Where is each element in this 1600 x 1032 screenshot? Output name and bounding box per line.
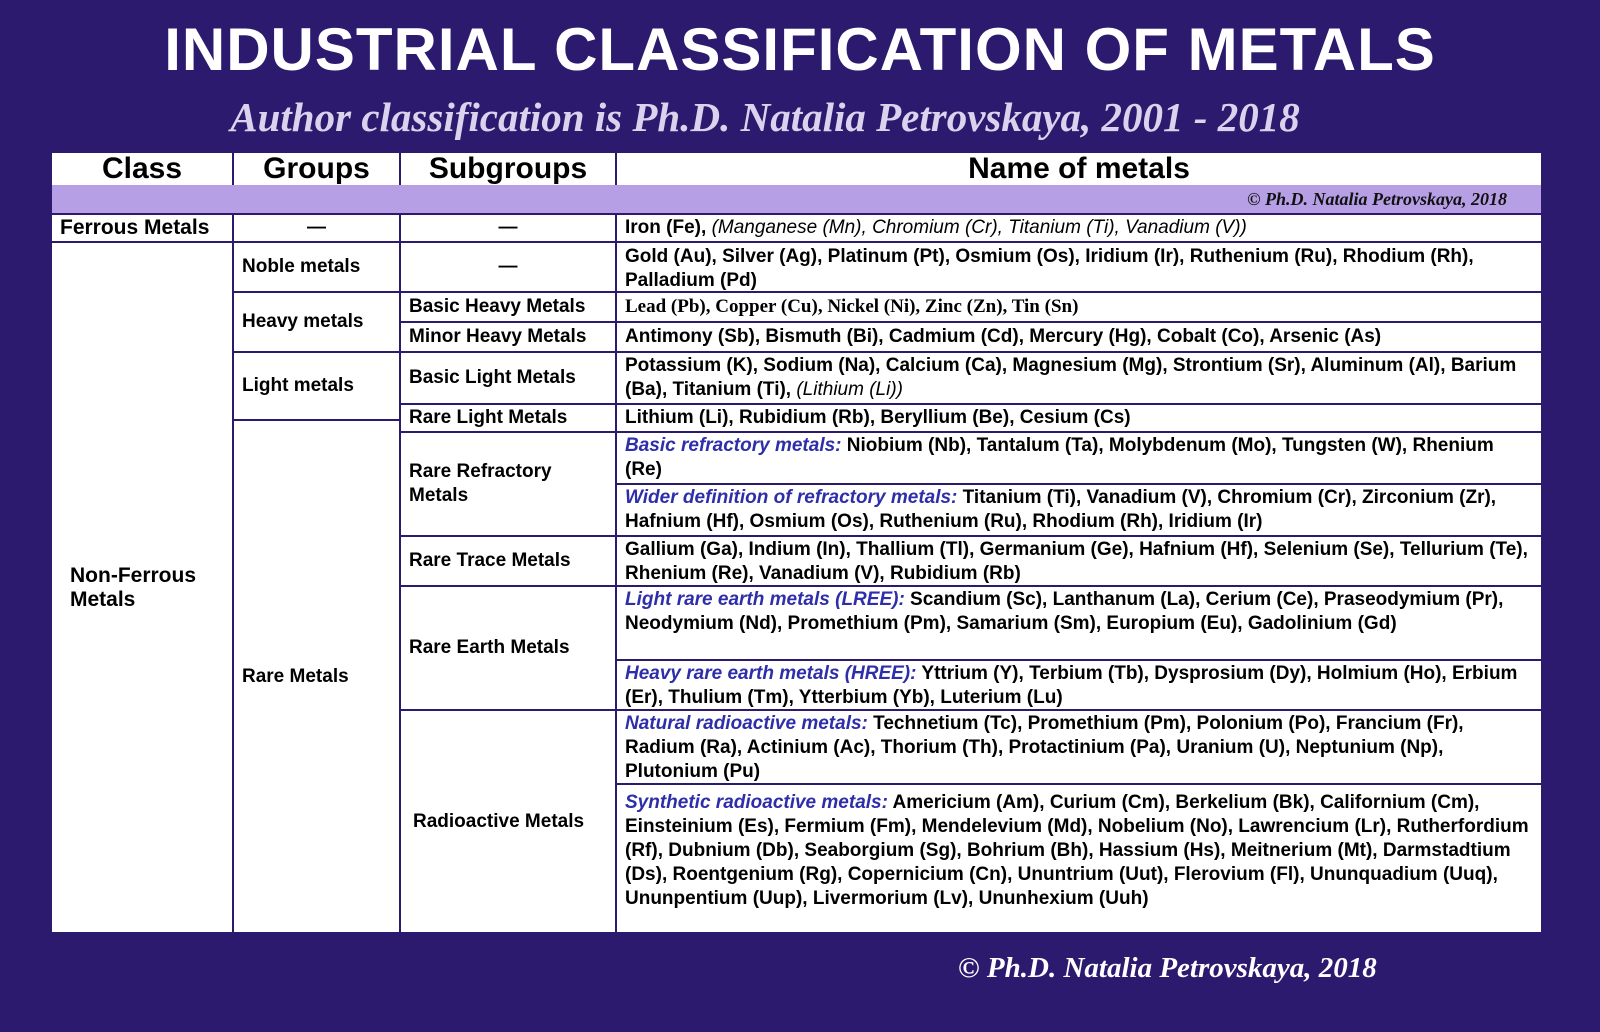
subgroup-rare-refractory: Rare Refractory Metals <box>401 433 617 537</box>
natural-list: Technetium (Tc), Promethium (Pm), Polonium (Po), Francium (Fr), Radium (Ra), Actinium (Ac), Thorium (Th), Protactinium (Pa), Uranium (U), Neptunium (Np), Plutonium (Pu) <box>625 713 1464 782</box>
header-groups: Groups <box>234 153 401 187</box>
page-subtitle: Author classification is Ph.D. Natalia Petrovskaya, 2001 - 2018 <box>230 94 1300 140</box>
subgroup-rare-trace: Rare Trace Metals <box>401 537 617 587</box>
subgroup-minor-heavy: Minor Heavy Metals <box>401 323 617 353</box>
copyright-band: © Ph.D. Natalia Petrovskaya, 2018 <box>52 185 1541 215</box>
natural-label: Natural radioactive metals: <box>625 713 868 734</box>
classification-table <box>52 153 1541 932</box>
class-ferrous: Ferrous Metals <box>52 215 234 243</box>
names-refractory-wide <box>617 485 1541 537</box>
ferrous-main: Iron (Fe), <box>625 217 712 238</box>
header-names: Name of metals <box>617 153 1541 187</box>
group-noble: Noble metals <box>234 243 401 293</box>
names-rare-light: Lithium (Li), Rubidium (Rb), Beryllium (Be), Cesium (Cs) <box>617 405 1541 433</box>
subgroup-radioactive: Radioactive Metals <box>401 711 617 932</box>
ferrous-subgroup-dash: — <box>401 215 617 243</box>
names-noble: Gold (Au), Silver (Ag), Platinum (Pt), Osmium (Os), Iridium (Ir), Ruthenium (Ru), Rhodium (Rh), Palladium (Pd) <box>617 243 1541 293</box>
header-subgroups: Subgroups <box>401 153 617 187</box>
names-natural-radioactive <box>617 711 1541 785</box>
names-minor-heavy: Antimony (Sb), Bismuth (Bi), Cadmium (Cd), Mercury (Hg), Cobalt (Co), Arsenic (As) <box>617 323 1541 353</box>
refractory-wide-label: Wider definition of refractory metals: <box>625 487 958 508</box>
ferrous-extra: (Manganese (Mn), Chromium (Cr), Titanium (Ti), Vanadium (V)) <box>711 217 1247 238</box>
basic-light-main: Potassium (K), Sodium (Na), Calcium (Ca), Magnesium (Mg), Strontium (Sr), Aluminum (Al), Barium (Ba), Titanium (Ti), <box>625 355 1517 400</box>
refractory-wide-list: Titanium (Ti), Vanadium (V), Chromium (Cr), Zirconium (Zr), Hafnium (Hf), Osmium (Os), Ruthenium (Ru), Rhodium (Rh), Iridium (Ir) <box>625 487 1497 532</box>
subgroup-basic-heavy: Basic Heavy Metals <box>401 293 617 323</box>
subgroup-rare-earth: Rare Earth Metals <box>401 587 617 711</box>
names-hree <box>617 661 1541 711</box>
names-lree <box>617 587 1541 661</box>
names-synthetic-radioactive <box>617 785 1541 932</box>
names-refractory-basic <box>617 433 1541 485</box>
names-rare-trace: Gallium (Ga), Indium (In), Thallium (Tl), Germanium (Ge), Hafnium (Hf), Selenium (Se), Tellurium (Te), Rhenium (Re), Vanadium (V), Rubidium (Rb) <box>617 537 1541 587</box>
footer-copyright: © Ph.D. Natalia Petrovskaya, 2018 <box>958 952 1377 984</box>
hree-label: Heavy rare earth metals (HREE): <box>625 663 917 684</box>
refractory-basic-list: Niobium (Nb), Tantalum (Ta), Molybdenum (Mo), Tungsten (W), Rhenium (Re) <box>625 435 1494 480</box>
names-ferrous <box>617 215 1541 243</box>
noble-subgroup-dash: — <box>401 243 617 293</box>
names-basic-light <box>617 353 1541 405</box>
ferrous-group-dash: — <box>234 215 401 243</box>
subgroup-basic-light: Basic Light Metals <box>401 353 617 405</box>
hree-list: Yttrium (Y), Terbium (Tb), Dysprosium (Dy), Holmium (Ho), Erbium (Er), Thulium (Tm), Ytterbium (Yb), Luterium (Lu) <box>625 663 1518 708</box>
class-nonferrous: Non-Ferrous Metals <box>52 243 234 932</box>
group-heavy: Heavy metals <box>234 293 401 353</box>
synthetic-label: Synthetic radioactive metals: <box>625 792 888 813</box>
lree-list: Scandium (Sc), Lanthanum (La), Cerium (Ce), Praseodymium (Pr), Neodymium (Nd), Promethium (Pm), Samarium (Sm), Europium (Eu), Gadolinium (Gd) <box>625 589 1504 634</box>
group-light: Light metals <box>234 353 401 421</box>
synthetic-list: Americium (Am), Curium (Cm), Berkelium (Bk), Californium (Cm), Einsteinium (Es), Fermium (Fm), Mendelevium (Md), Nobelium (No), Lawrencium (Lr), Rutherfordium (Rf), Dubnium (Db), Seaborgium (Sg), Bohrium (Bh), Hassium (Hs), Meitnerium (Mt), Darmstadtium (Ds), Roentgenium (Rg), Copernicium (Cn), Ununtrium (Uut), Flerovium (Fl), Ununquadium (Uuq), Ununpentium (Uup), Livermorium (Lv), Ununhexium (Uuh) <box>625 792 1529 909</box>
basic-light-extra: (Lithium (Li)) <box>796 379 903 400</box>
header-class: Class <box>52 153 234 187</box>
lree-label: Light rare earth metals (LREE): <box>625 589 905 610</box>
names-basic-heavy: Lead (Pb), Copper (Cu), Nickel (Ni), Zinc (Zn), Tin (Sn) <box>617 293 1541 323</box>
page-title: INDUSTRIAL CLASSIFICATION OF METALS <box>164 16 1436 83</box>
group-rare: Rare Metals <box>234 421 401 932</box>
subgroup-rare-light: Rare Light Metals <box>401 405 617 433</box>
refractory-basic-label: Basic refractory metals: <box>625 435 842 456</box>
